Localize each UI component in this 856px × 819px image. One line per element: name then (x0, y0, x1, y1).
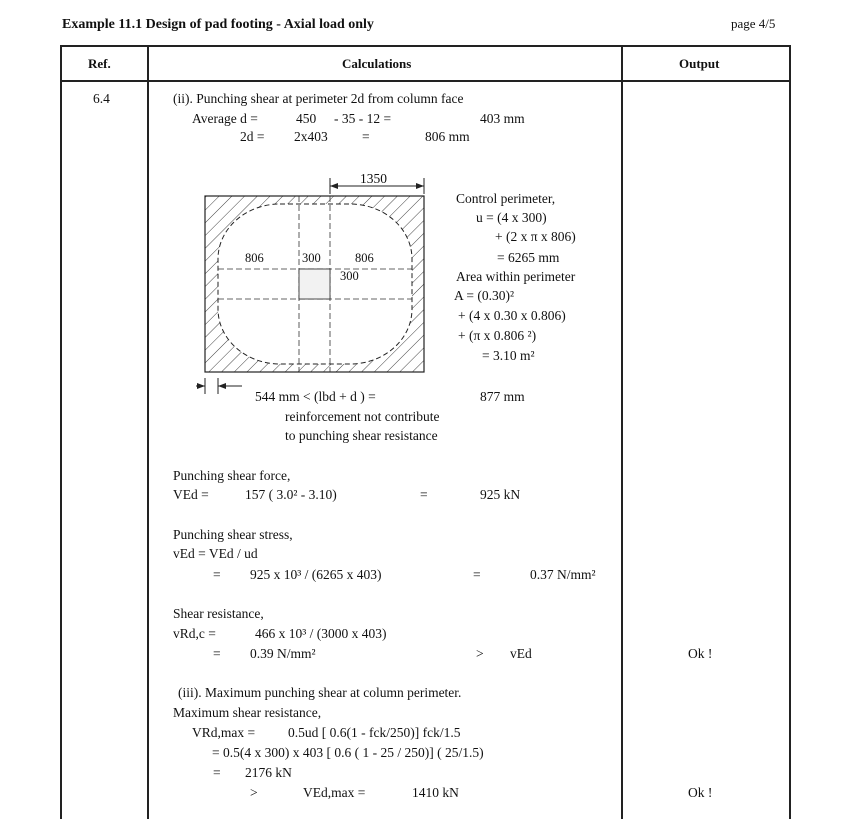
ved-equals: = (420, 487, 428, 502)
vrdmax-formula: 0.5ud [ 0.6(1 - fck/250)] fck/1.5 (288, 725, 461, 740)
vrdc-compare-ved: vEd (510, 646, 532, 661)
vrdc-greater-than: > (476, 646, 484, 661)
vedmax-greater-than: > (250, 785, 258, 800)
dimension-300-column-width: 300 (302, 251, 321, 265)
area-within-perimeter-heading: Area within perimeter (456, 269, 576, 284)
max-shear-heading: Maximum shear resistance, (173, 705, 322, 720)
punching-perimeter-diagram (196, 168, 456, 408)
area-line1: A = (0.30)² (454, 288, 515, 303)
example-title: Example 11.1 Design of pad footing - Axial load only (62, 17, 374, 32)
section-iii-title: (iii). Maximum punching shear at column perimeter. (178, 685, 462, 700)
vedmax-value: 1410 kN (412, 785, 459, 800)
control-perimeter-heading: Control perimeter, (456, 191, 556, 206)
vedmax-label: VEd,max = (303, 785, 366, 800)
area-result: = 3.10 m² (482, 348, 535, 363)
vrdc-label: vRd,c = (173, 626, 216, 641)
control-perimeter-line2: + (2 x π x 806) (495, 229, 576, 244)
vrdc-expression: 466 x 10³ / (3000 x 403) (255, 626, 387, 641)
ref-column-divider (147, 45, 149, 819)
ved-value: 925 kN (480, 487, 521, 502)
output-column-divider (621, 45, 623, 819)
area-line3: + (π x 0.806 ²) (458, 328, 537, 343)
table-top-border (60, 45, 791, 47)
stress-equals: = (213, 567, 221, 582)
dimension-300-column-depth: 300 (340, 269, 359, 283)
dimension-806-right: 806 (355, 251, 374, 265)
punching-stress-heading: Punching shear stress, (173, 527, 293, 542)
section-ii-title: (ii). Punching shear at perimeter 2d from column face (173, 91, 464, 106)
column-header-output: Output (679, 56, 720, 71)
average-d-h: 450 (296, 111, 317, 126)
column-header-calculations: Calculations (342, 56, 412, 71)
two-d-label: 2d = (240, 129, 265, 144)
ved-expression: 157 ( 3.0² - 3.10) (245, 487, 337, 502)
output-ok-max-shear: Ok ! (688, 785, 713, 800)
ved-label: VEd = (173, 487, 209, 502)
area-line2: + (4 x 0.30 x 0.806) (458, 308, 566, 323)
reinforcement-note-1: reinforcement not contribute (285, 409, 440, 424)
ref-clause: 6.4 (93, 91, 110, 106)
page-number: page 4/5 (731, 16, 776, 31)
two-d-equals: = (362, 129, 370, 144)
stress-equals-2: = (473, 567, 481, 582)
average-d-value: 403 mm (480, 111, 525, 126)
anchorage-check: 544 mm < (lbd + d ) = (255, 389, 376, 404)
punching-force-heading: Punching shear force, (173, 468, 291, 483)
control-perimeter-line1: u = (4 x 300) (476, 210, 547, 225)
average-d-terms: - 35 - 12 = (334, 111, 392, 126)
control-perimeter-result: = 6265 mm (497, 250, 560, 265)
vrdmax-equals: = (213, 765, 221, 780)
stress-value: 0.37 N/mm² (530, 567, 596, 582)
vrdmax-label: VRd,max = (192, 725, 256, 740)
reinforcement-note-2: to punching shear resistance (285, 428, 438, 443)
average-d-label: Average d = (192, 111, 258, 126)
two-d-expr: 2x403 (294, 129, 328, 144)
two-d-value: 806 mm (425, 129, 470, 144)
output-ok-shear: Ok ! (688, 646, 713, 661)
table-left-border (60, 45, 62, 819)
column-header-ref: Ref. (88, 56, 111, 71)
shear-resistance-heading: Shear resistance, (173, 606, 264, 621)
ved-stress-formula: vEd = VEd / ud (173, 546, 258, 561)
anchorage-value: 877 mm (480, 389, 525, 404)
dimension-806-left: 806 (245, 251, 264, 265)
vrdc-value: 0.39 N/mm² (250, 646, 316, 661)
table-header-divider (60, 80, 791, 82)
vrdc-equals: = (213, 646, 221, 661)
vrdmax-value: 2176 kN (245, 765, 292, 780)
vrdmax-substitution: = 0.5(4 x 300) x 403 [ 0.6 ( 1 - 25 / 250)] ( 25/1.5) (212, 745, 484, 760)
table-right-border (789, 45, 791, 819)
dimension-1350: 1350 (360, 171, 387, 186)
stress-expression: 925 x 10³ / (6265 x 403) (250, 567, 382, 582)
